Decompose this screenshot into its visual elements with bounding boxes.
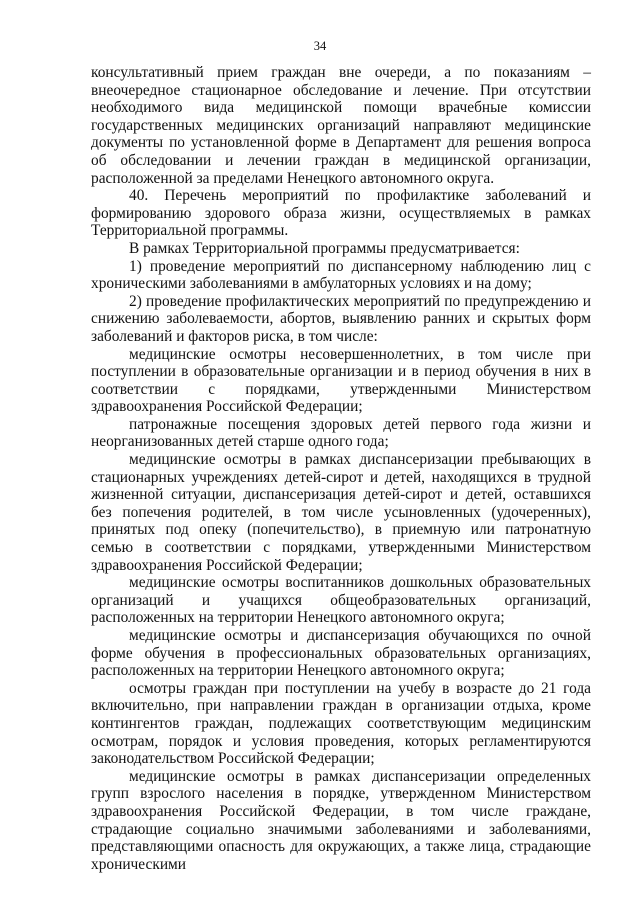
paragraph-students-exams: медицинские осмотры и диспансеризация обучающихся по очной форме обучения в профессиональных образовательных организациях, расположенных на территории Ненецкого автономного округа;	[91, 627, 591, 680]
paragraph-program-provides: В рамках Территориальной программы предусматривается:	[129, 239, 520, 257]
paragraph-preschool-exams: медицинские осмотры воспитанников дошкольных образовательных организаций и учащихся общеобразовательных организаций, расположенных на территории Ненецкого автономного округа;	[91, 574, 591, 627]
paragraph-minors-exams: медицинские осмотры несовершеннолетних, в том числе при поступлении в образовательные организации и в период обучения в них в соответствии с порядками, утвержденными Министерством здравоохранения Российской Федерации;	[91, 345, 591, 416]
document-body	[91, 64, 591, 873]
paragraph-item-1-dispensary: 1) проведение мероприятий по диспансерному наблюдению лиц с хроническими заболеваниями в амбулаторных условиях и на дому;	[91, 257, 591, 293]
paragraph-consultation: консультативный прием граждан вне очереди, а по показаниям – внеочередное стационарное обследование и лечение. При отсутствии необходимого вида медицинской помощи врачебные комиссии государственных медицинских организаций направляют медицинские документы по установленной форме в Департамент для решения вопроса об обследовании и лечении граждан в медицинской организации, расположенной за пределами Ненецкого автономного округа.	[91, 64, 591, 187]
paragraph-adult-dispensary: медицинские осмотры в рамках диспансеризации определенных групп взрослого населения в порядке, утвержденном Министерством здравоохранения Российской Федерации, в том числе граждане, страдающие социально значимыми заболеваниями и заболеваниями, представляющими опасность для окружающих, а также лица, страдающие хроническими	[91, 767, 591, 873]
paragraph-orphans-exams: медицинские осмотры в рамках диспансеризации пребывающих в стационарных учреждениях детей-сирот и детей, находящихся в трудной жизненной ситуации, диспансеризация детей-сирот и детей, оставшихся без попечения родителей, в том числе усыновленных (удочеренных), принятых под опеку (попечительство), в приемную или патронатную семью в соответствии с порядками, утвержденными Министерством здравоохранения Российской Федерации;	[91, 451, 591, 574]
paragraph-patronage-visits: патронажные посещения здоровых детей первого года жизни и неорганизованных детей старше одного года;	[91, 415, 591, 451]
paragraph-item-2-prevention: 2) проведение профилактических мероприятий по предупреждению и снижению заболеваемости, абортов, выявлению ранних и скрытых форм заболеваний и факторов риска, в том числе:	[91, 292, 591, 345]
page-number: 34	[313, 39, 327, 53]
paragraph-admission-exams: осмотры граждан при поступлении на учебу в возрасте до 21 года включительно, при направлении граждан в организации отдыха, кроме контингентов граждан, подлежащих соответствующим медицинским осмотрам, порядок и условия проведения, которых регламентируются законодательством Российской Федерации;	[91, 679, 591, 768]
paragraph-section-40-heading: 40. Перечень мероприятий по профилактике заболеваний и формированию здорового образа жизни, осуществляемых в рамках Территориальной программы.	[91, 187, 591, 240]
